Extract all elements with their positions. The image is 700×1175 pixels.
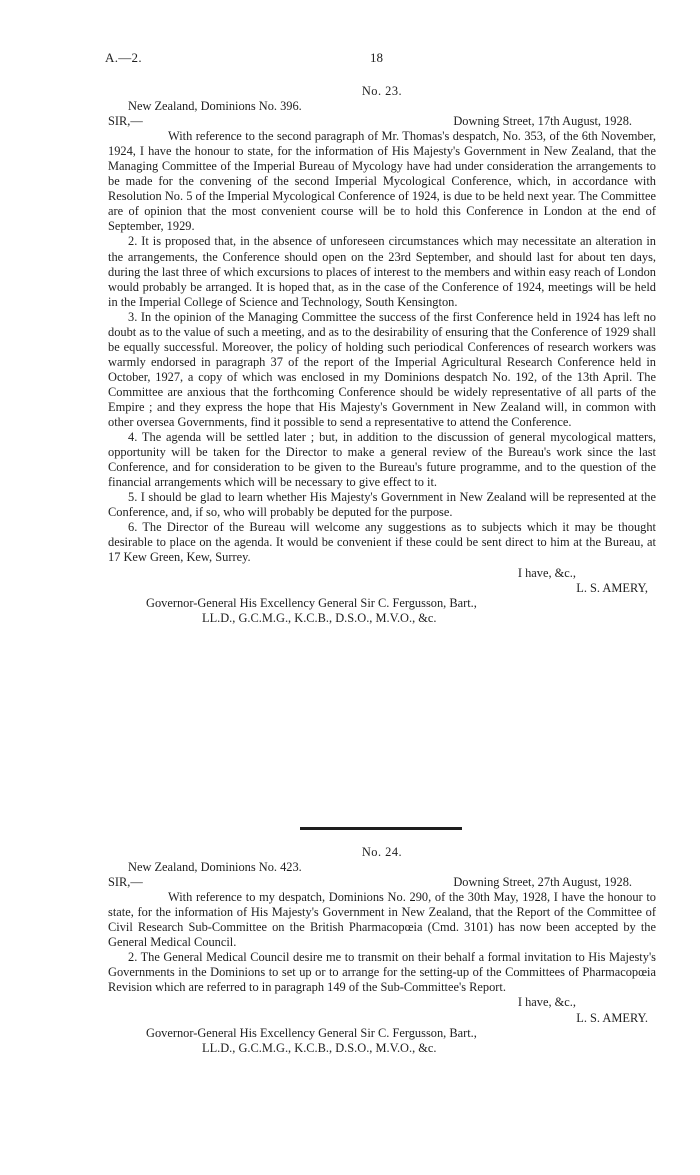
paragraph-1: With reference to the second paragraph of Mr. Thomas's despatch, No. 353, of the 6th November, 1924, I have the honour to state, for the information of His Majesty's Government in New Zealand, that the Managing Committee of the Imperial Bureau of Mycology have had under consideration the arrangements to be made for the convening of the second Imperial Mycological Conference, which, in accordance with Resolution No. 5 of the Imperial Mycological Conference of 1924, is due to be held next year. The Committee are of opinion that the most convenient course will be to hold this Conference in London at the end of September, 1929. xyxy=(108,129,656,234)
paragraph-6: 6. The Director of the Bureau will welcome any suggestions as to subjects which it may be thought desirable to place on the agenda. It would be convenient if these could be sent direct to him at the Bureau, at 17 Kew Green, Kew, Surrey. xyxy=(108,520,656,565)
despatch-reference: New Zealand, Dominions No. 423. xyxy=(128,860,302,875)
closing: I have, &c., xyxy=(517,565,576,580)
salutation-row xyxy=(108,875,656,890)
section-divider xyxy=(300,827,462,830)
addressee-line-2: LL.D., G.C.M.G., K.C.B., D.S.O., M.V.O., &c. xyxy=(202,610,437,625)
despatch-23 xyxy=(108,84,656,626)
closing: I have, &c., xyxy=(517,995,576,1010)
paragraph-4: 4. The agenda will be settled later ; but, in addition to the discussion of general mycological matters, opportunity will be taken for the Director to make a general review of the Bureau's work since the last Conference, and for consideration to be given to the Bureau's future programme, and to the question of the financial arrangements which will be necessary to give effect to it. xyxy=(108,430,656,490)
paragraph-2: 2. It is proposed that, in the absence of unforeseen circumstances which may necessitate an alteration in the arrangements, the Conference should open on the 23rd September, and should last for about ten days, during the last three of which excursions to places of interest to the members and within easy reach of London would probably be arranged. It is hoped that, as in the case of the Conference of 1924, meetings will be held in the Imperial College of Science and Technology, South Kensington. xyxy=(108,234,656,309)
addressee-line-1: Governor-General His Excellency General Sir C. Fergusson, Bart., xyxy=(146,1025,477,1040)
despatch-24 xyxy=(108,845,656,1056)
paragraph-2: 2. The General Medical Council desire me to transmit on their behalf a formal invitation to His Majesty's Governments in the Dominions to set up or to arrange for the setting-up of the Committees of Pharmacopœia Revision which are referred to in paragraph 149 of the Sub-Committee's Report. xyxy=(108,950,656,995)
page-number: 18 xyxy=(370,50,383,65)
paragraph-1: With reference to my despatch, Dominions No. 290, of the 30th May, 1928, I have the honour to state, for the information of His Majesty's Government in New Zealand, that the Report of the Committee of Civil Research Sub-Committee on the British Pharmacopœia (Cmd. 3101) has now been accepted by the General Medical Council. xyxy=(108,890,656,950)
parliamentary-paper-ref: A.—2. xyxy=(105,50,142,65)
despatch-number: No. 24. xyxy=(361,845,403,859)
paragraph-3: 3. In the opinion of the Managing Committee the success of the first Conference held in 1924 has left no doubt as to the value of such a meeting, and as to the desirability of ensuring that the Conference of 1929 shall be equally successful. Moreover, the policy of holding such periodical Conferences of research workers was warmly endorsed in paragraph 37 of the report of the Imperial Agricultural Research Conference held in October, 1927, a copy of which was enclosed in my Dominions despatch No. 192, of the 13th April. The Committee are anxious that the forthcoming Conference should be widely representative of all parts of the Empire ; and they express the hope that His Majesty's Government in New Zealand will, in common with other oversea Governments, find it possible to send a representative to attend the Conference. xyxy=(108,309,656,430)
addressee-line-2: LL.D., G.C.M.G., K.C.B., D.S.O., M.V.O., &c. xyxy=(202,1040,437,1055)
addressee-line-1: Governor-General His Excellency General Sir C. Fergusson, Bart., xyxy=(146,595,477,610)
signature: L. S. AMERY. xyxy=(576,1010,648,1025)
salutation: SIR,— xyxy=(108,875,143,890)
salutation-row xyxy=(108,114,656,129)
signature: L. S. AMERY, xyxy=(576,580,648,595)
despatch-reference: New Zealand, Dominions No. 396. xyxy=(128,99,302,114)
paragraph-5: 5. I should be glad to learn whether His Majesty's Government in New Zealand will be represented at the Conference, and, if so, who will probably be deputed for the purpose. xyxy=(108,490,656,520)
dateline: Downing Street, 17th August, 1928. xyxy=(453,114,632,129)
dateline: Downing Street, 27th August, 1928. xyxy=(453,875,632,890)
despatch-number: No. 23. xyxy=(361,84,403,98)
salutation: SIR,— xyxy=(108,114,143,129)
